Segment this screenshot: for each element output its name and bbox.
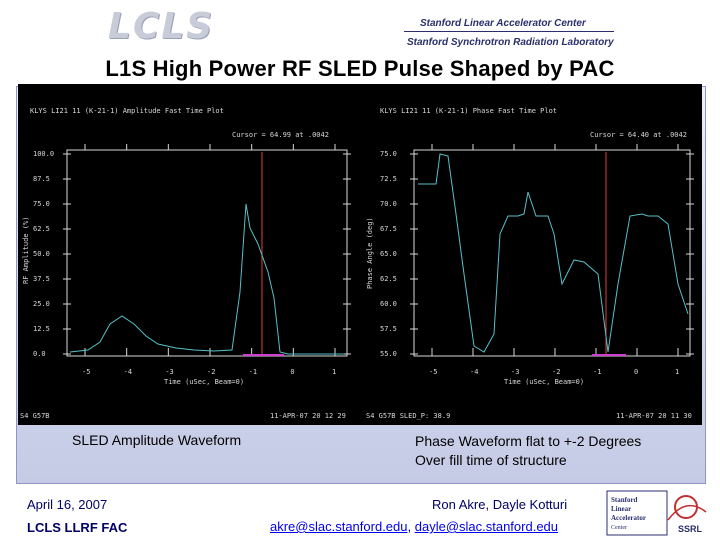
right-caption-line-1: Phase Waveform flat to +-2 Degrees [415, 433, 642, 449]
right-plot-footer-right: 11-APR-07 20 11 30 [616, 412, 692, 420]
right-y-tick-label: 67.5 [380, 225, 397, 233]
slide-title: L1S High Power RF SLED Pulse Shaped by PAC [105, 56, 615, 81]
right-y-ticks [380, 150, 694, 358]
email-link-akre[interactable]: akre@slac.stanford.edu [270, 519, 408, 534]
left-y-tick-label: 62.5 [33, 225, 50, 233]
left-amplitude-trace [70, 204, 344, 354]
left-x-tick-label: 0 [290, 368, 295, 376]
right-y-tick-label: 60.0 [380, 300, 397, 308]
right-phase-trace [418, 154, 688, 352]
scope-plots [18, 84, 702, 425]
org-line-1: Stanford Linear Accelerator Center [420, 18, 586, 29]
svg-text:Linear: Linear [611, 505, 632, 513]
right-plot-header: KLYS LI21 11 (K-21-1) Phase Fast Time Plot [380, 107, 558, 115]
left-y-tick-label: 0.0 [33, 350, 46, 358]
left-x-tick-label: -3 [165, 368, 174, 376]
left-y-tick-label: 25.0 [33, 300, 50, 308]
left-plot-cursor: Cursor = 64.99 at .0042 [232, 131, 329, 139]
right-x-tick-label: 1 [675, 368, 680, 376]
slac-logo-icon [606, 490, 712, 536]
left-x-tick-label: 1 [332, 368, 337, 376]
right-y-tick-label: 55.0 [380, 350, 397, 358]
left-x-tick-label: -4 [123, 368, 133, 376]
right-x-tick-label: -1 [593, 368, 602, 376]
right-x-tick-label: -5 [429, 368, 438, 376]
right-y-tick-label: 65.0 [380, 250, 397, 258]
right-x-tick-label: -4 [470, 368, 479, 376]
right-y-tick-label: 57.5 [380, 325, 397, 333]
left-y-tick-label: 37.5 [33, 275, 50, 283]
svg-text:Stanford: Stanford [611, 496, 638, 504]
footer-authors: Ron Akre, Dayle Kotturi [432, 497, 568, 512]
right-plot-cursor: Cursor = 64.40 at .0042 [590, 131, 687, 139]
footer-emails [270, 519, 558, 534]
right-x-ticks [429, 144, 679, 376]
svg-text:Accelerator: Accelerator [611, 514, 646, 522]
right-caption [415, 432, 641, 470]
org-line-2: Stanford Synchrotron Radiation Laboratory [407, 37, 614, 48]
right-plot-frame [414, 150, 690, 356]
right-plot-footer-left: S4 G57B SLED_P: 38.9 [366, 412, 451, 420]
left-x-ticks [82, 144, 336, 376]
left-plot-header: KLYS LI21 11 (K-21-1) Amplitude Fast Time Plot [30, 107, 224, 115]
email-link-kotturi[interactable]: dayle@slac.stanford.edu [414, 519, 559, 534]
left-y-tick-label: 100.0 [33, 150, 55, 158]
left-y-tick-label: 87.5 [33, 175, 50, 183]
left-x-axis-label: Time (uSec, Beam=0) [164, 378, 245, 386]
right-x-axis-label: Time (uSec, Beam=0) [504, 378, 585, 386]
header [0, 0, 720, 56]
left-caption: SLED Amplitude Waveform [72, 432, 242, 448]
left-y-tick-label: 12.5 [33, 325, 50, 333]
left-plot-footer-right: 11-APR-07 20 12 29 [270, 412, 346, 420]
left-y-tick-label: 50.0 [33, 250, 50, 258]
footer-org: LCLS LLRF FAC [27, 520, 128, 535]
right-plot [366, 107, 694, 420]
left-plot [20, 107, 351, 420]
right-y-tick-label: 72.5 [380, 175, 397, 183]
right-y-tick-label: 70.0 [380, 200, 397, 208]
left-x-tick-label: -5 [82, 368, 91, 376]
svg-text:SSRL: SSRL [678, 524, 703, 534]
right-x-tick-label: -3 [511, 368, 520, 376]
right-y-tick-label: 75.0 [380, 150, 397, 158]
right-x-tick-label: -2 [552, 368, 561, 376]
right-x-tick-label: 0 [634, 368, 639, 376]
left-y-axis-label: RF Amplitude (%) [22, 216, 30, 284]
right-caption-line-2: Over fill time of structure [415, 452, 567, 468]
slac-ssrl-logo [606, 490, 712, 536]
header-rule [404, 31, 614, 32]
left-x-tick-label: -1 [248, 368, 258, 376]
left-x-tick-label: -2 [207, 368, 216, 376]
svg-text:Center: Center [611, 525, 627, 531]
footer-date: April 16, 2007 [27, 497, 108, 512]
left-y-tick-label: 75.0 [33, 200, 50, 208]
right-y-tick-label: 62.5 [380, 275, 397, 283]
email-separator: , [407, 519, 415, 534]
right-y-axis-label: Phase Angle (deg) [366, 217, 374, 289]
lcls-logo: LCLS [108, 6, 215, 47]
left-plot-footer-left: S4 G57B [20, 412, 50, 420]
left-y-ticks [33, 150, 351, 358]
scope-screenshot [18, 84, 702, 425]
